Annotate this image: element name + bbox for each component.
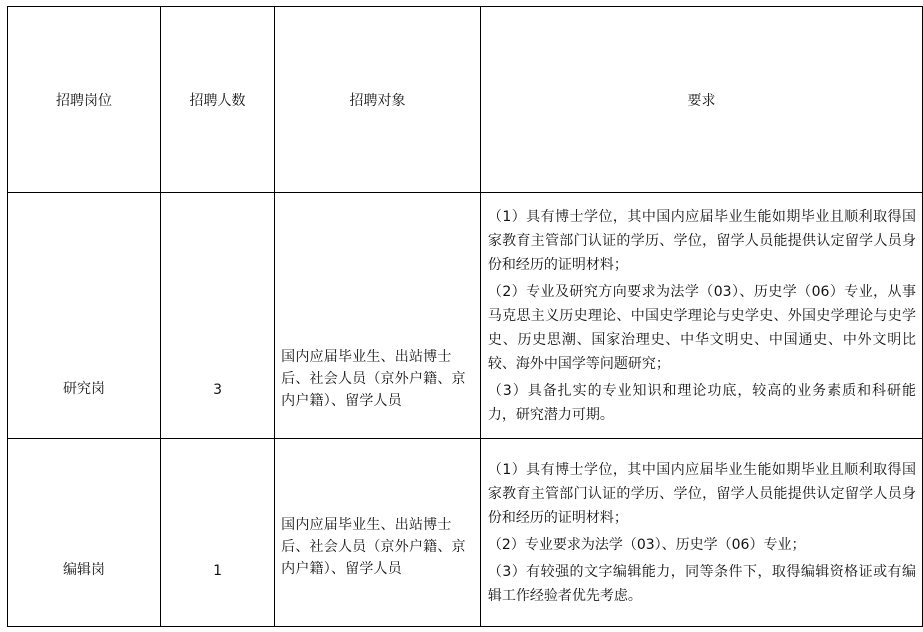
count-cell <box>160 439 274 627</box>
target-cell <box>275 193 481 439</box>
position-cell <box>8 193 161 439</box>
requirement-item: （3）有较强的文字编辑能力，同等条件下，取得编辑资格证或有编辑工作经验者优先考虑。 <box>487 563 916 604</box>
requirement-item: （2）专业要求为法学（03）、历史学（06）专业； <box>487 536 806 553</box>
position-text: 研究岗 <box>62 381 105 397</box>
header-target: 招聘对象 <box>275 7 481 193</box>
count-text: 3 <box>213 382 222 398</box>
target-text: 国内应届毕业生、出站博士后、社会人员（京外户籍、京内户籍）、留学人员 <box>281 517 466 577</box>
requirement-item: （1）具有博士学位，其中国内应届毕业生能如期毕业且顺利取得国家教育主管部门认证的学历、学位，留学人员能提供认定留学人员身份和经历的证明材料； <box>487 208 916 273</box>
requirement-item: （1）具有博士学位，其中国内应届毕业生能如期毕业且顺利取得国家教育主管部门认证的学历、学位，留学人员能提供认定留学人员身份和经历的证明材料； <box>487 461 916 526</box>
recruitment-table <box>7 6 923 627</box>
requirement-item: （3）具备扎实的专业知识和理论功底，较高的业务素质和科研能力，研究潜力可期。 <box>487 382 916 423</box>
count-cell <box>160 193 274 439</box>
count-text: 1 <box>213 563 222 579</box>
requirements-cell <box>480 439 922 627</box>
table-row <box>8 439 923 627</box>
header-requirements: 要求 <box>480 7 922 193</box>
requirements-cell <box>480 193 922 439</box>
position-text: 编辑岗 <box>62 562 105 578</box>
requirement-item: （2）专业及研究方向要求为法学（03）、历史学（06）专业，从事马克思主义历史理论、中国史学理论与史学史、外国史学理论与史学史、历史思潮、国家治理史、中华文明史、中国通史、中外文明比较、海外中国学等问题研究； <box>487 283 916 372</box>
header-row <box>8 7 923 193</box>
position-cell <box>8 439 161 627</box>
target-text: 国内应届毕业生、出站博士后、社会人员（京外户籍、京内户籍）、留学人员 <box>281 349 466 409</box>
header-count: 招聘人数 <box>160 7 274 193</box>
table-row <box>8 193 923 439</box>
header-position: 招聘岗位 <box>8 7 161 193</box>
target-cell <box>275 439 481 627</box>
